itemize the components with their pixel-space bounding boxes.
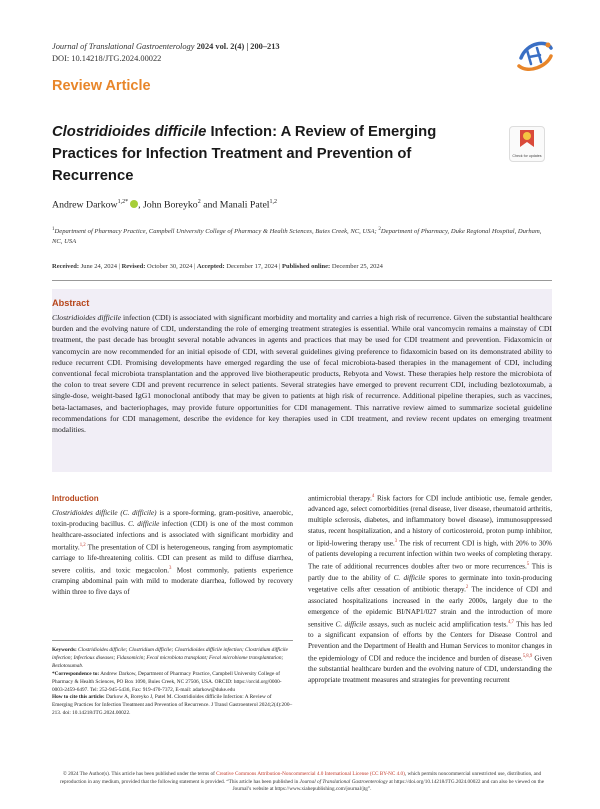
body-text: Risk factors for CDI include antibiotic use, female gender, advanced age, select comorbidities (renal disease, liver disease, rheumatoid arthritis, multiple sclerosis, diabetes, and inflammatory bowel disease), immunosuppressed status, recent hospitalization, and a history of corticosteroid, proton pump inhibitor, or lipid-lowering therapy use.	[308, 494, 553, 548]
introduction-heading: Introduction	[52, 494, 99, 503]
keywords-text: Clostridioides difficile; Clostridium difficile; Clostridioides difficile infection; Clostridium difficile infection; Infectious diseases; Fidaxomicin; Fecal microbiota transplant; Fecal microbiome transplantation; Bezlotoxumab.	[52, 647, 288, 669]
received-label: Received:	[52, 263, 80, 270]
abstract-heading: Abstract	[52, 298, 90, 308]
author-sup: 2	[197, 199, 201, 205]
body-text: antimicrobial therapy.	[308, 494, 372, 503]
correspondence-label: *Correspondence to:	[52, 670, 100, 677]
received-date: June 24, 2024	[80, 263, 117, 270]
body-italic: C. difficile	[335, 619, 367, 628]
body-text: Given the substantial healthcare burden and the evolving nature of CDI, understanding the appropriate treatment measures and strategies for preventing recurrent	[308, 654, 552, 684]
citation-ref[interactable]: 2	[465, 585, 469, 591]
accepted-date: December 17, 2024	[226, 263, 278, 270]
citation-ref[interactable]: 4,7	[507, 619, 514, 625]
title-italic-organism: Clostridioides difficile	[52, 124, 207, 140]
published-date: December 25, 2024	[331, 263, 383, 270]
citation-ref[interactable]: 1,2	[79, 542, 86, 548]
citation-ref[interactable]: 4	[371, 494, 375, 499]
author-list: Andrew Darkow$^{1,2*}$ , John Boreyko$^2$ and Manali Patel$^{1,2}$	[52, 199, 278, 211]
article-title	[52, 121, 482, 187]
journal-header	[52, 41, 280, 64]
intro-italic: Clostridioides difficile (C. difficile)	[52, 509, 157, 517]
abstract-italic-lead: Clostridioides difficile	[52, 313, 122, 322]
intro-text: The presentation of CDI is heterogeneous, ranging from asymptomatic carriage to life-threatening colitis. CDI can present as mild to diffuse diarrhea, severe colitis, and toxic megacolon.	[52, 543, 293, 575]
citation-ref[interactable]: 3	[394, 539, 398, 545]
affiliations: $^1$Department of Pharmacy Practice, Campbell University College of Pharmacy & Health Sciences, Buies Creek, NC, USA; $^2$Department of Pharmacy, Duke Regional Hospital, Durham, NC, USA	[52, 227, 542, 246]
journal-logo-icon	[513, 36, 557, 76]
check-for-updates-button[interactable]	[509, 126, 545, 162]
check-for-updates-label: Check for updates	[512, 154, 542, 158]
author-name: Andrew Darkow	[52, 199, 118, 211]
intro-italic: C. difficile	[127, 519, 160, 528]
divider	[52, 280, 552, 281]
intro-right-column	[308, 492, 552, 686]
citation-text: Darkow A, Boreyko J, Patel M. Clostridioides difficile Infection: A Review of Emerging Practices for Infection Treatment and Prevention of Recurrence. J Transl Gastroenterol 2024;2(4):200–213. doi: 10.14218/JTG.2024.00022.	[52, 694, 293, 717]
intro-text: Most commonly, patients experience cramping abdominal pain with mild to moderate diarrhea, followed by recovery within three to five days of	[52, 566, 293, 597]
author-name: Manali Patel	[219, 199, 270, 211]
citation-label: How to cite this article:	[52, 694, 105, 701]
article-dates: Received: June 24, 2024 | Revised: October 30, 2024 | Accepted: December 17, 2024 | Published online: December 25, 2024	[52, 263, 383, 270]
abstract-text	[52, 312, 552, 435]
keywords-block	[52, 647, 293, 718]
citation-ref[interactable]: 3	[169, 565, 172, 571]
divider	[52, 640, 293, 641]
body-text: spores to germinate into toxin-producing vegetative cells after cessation of antibiotic therapy.	[308, 573, 553, 594]
revised-date: October 30, 2024	[147, 263, 193, 270]
citation-ref[interactable]: 5,8,9	[522, 653, 533, 659]
orcid-icon[interactable]	[130, 200, 138, 208]
accepted-label: Accepted:	[196, 263, 225, 270]
footer-text: , which permits noncommercial unrestricted use, distribution, and reproduction in any medium, provided that the following statement is provided. “This article has been published in	[59, 771, 542, 785]
body-text: The incidence of CDI and associated hospitalizations increased in the early 2000s, largely due to the emergence of the epidemic BI/NAP1/027 strain and the introduction of more sensitive	[308, 585, 553, 628]
body-text: The risk of recurrent CDI is high, with 20% to 30% of patients developing a recurrent infection within two weeks of completing therapy. The rate of additional recurrences doubles after two or more recurrences.	[308, 539, 553, 571]
body-italic: C. difficile	[393, 573, 426, 582]
intro-text: is a spore-forming, gram-positive, anaerobic, toxin-producing bacillus.	[52, 509, 293, 528]
author-sup: 1,2*	[117, 199, 129, 205]
citation-ref[interactable]: 5	[526, 562, 530, 568]
volume-info: 2024 vol. 2(4) | 200–213	[196, 42, 280, 51]
footer-text: © 2024 The Author(s). This article has been published under the terms of	[62, 771, 215, 777]
keywords-label: Keywords:	[52, 647, 77, 653]
published-label: Published online:	[281, 263, 331, 270]
journal-name: Journal of Translational Gastroenterology	[52, 42, 195, 51]
footer-text: at https://doi.org/10.14218/JTG.2024.00022 and can also be viewed on the Journal’s website at https://www.xiahepublishing.com/journal/jtg”.	[232, 778, 545, 792]
license-link[interactable]: Creative Commons Attribution-Noncommercial 4.0 International License (CC BY-NC 4.0)	[216, 771, 405, 777]
body-text: assays, such as nucleic acid amplification tests.	[368, 619, 508, 628]
license-footer	[52, 771, 552, 794]
affiliation-2: Department of Pharmacy, Duke Regional Hospital, Durham, NC, USA	[52, 228, 542, 246]
revised-label: Revised:	[121, 263, 146, 270]
intro-paragraph	[52, 508, 293, 598]
author-sup: 1,2	[269, 199, 278, 205]
intro-text: infection (CDI) is one of the most common healthcare-associated infections and is associated with significant morbidity and mortality.	[52, 519, 294, 552]
body-text: This has led to a significant expansion of efforts by the Centers for Disease Control and Prevention and the Department of Health and Human Services to monitor changes in the epidemiology of CDI and reduce the incidence and burden of disease.	[308, 619, 553, 663]
doi[interactable]: DOI: 10.14218/JTG.2024.00022	[52, 53, 162, 63]
affiliation-1: Department of Pharmacy Practice, Campbell University College of Pharmacy & Health Sciences, Buies Creek, NC, USA;	[54, 228, 377, 236]
abstract-body: infection (CDI) is associated with significant morbidity and mortality and carries a high risk of recurrence. Given the substantial healthcare burden and the evolving nature of CDI, understanding the role of emerging treatment strategies is essential. While oral vancomycin remains a mainstay of CDI treatment, the past decade has brought several notable advances in agents and practices that may be used for CDI treatment and prevention. Fidaxomicin or vancomycin are now recommended for an initial episode of CDI, with several guidelines giving preference to fidaxomicin based on its demonstrated ability to reduce recurrent CDI. Promising developments have emerged regarding the use of fecal microbiota-based therapies in the management of CDI, including conventional fecal microbiota transplantation and the approved live biotherapeutic products, Rebyota and Vowst. These therapies help restore the microbiota of the colon to treat severe CDI and prevent recurrence in select patients. Several strategies have emerged to prevent recurrent CDI, including bezlotoxumab, a single-dose, weight-based IgG1 monoclonal antibody that may be given to patients at high risk of recurrence. Additional pipeline therapies, such as vaccines, beta-lactamases, and bacteriophages, may provide future opportunities for CDI management. This narrative review aimed to summarize societal guideline recommendations for CDI management, describe the evidence for key therapies used in CDI treatment, and review recent updates on emerging treatment modalities.	[52, 313, 552, 435]
title-rest: Infection: A Review of Emerging Practices for Infection Treatment and Prevention of Recurrence	[52, 124, 437, 184]
correspondence-text: Andrew Darkow, Department of Pharmacy Practice, Campbell University College of Pharmacy & Health Sciences, PO Box 1090, Buies Creek, NC 27506, USA. ORCID: https://orcid.org/0000-0003-2459-6497. Tel: 252-945-5436, Fax: 919-470-7372, E-mail: adarkow@duke.edu	[52, 670, 282, 693]
article-type-label: Review Article	[52, 78, 151, 94]
body-text: This is partly due to the ability of	[308, 562, 553, 582]
author-name: John Boreyko	[142, 199, 198, 211]
bookmark-check-icon	[518, 129, 536, 149]
footer-journal: Journal of Translational Gastroenterology	[299, 778, 388, 785]
